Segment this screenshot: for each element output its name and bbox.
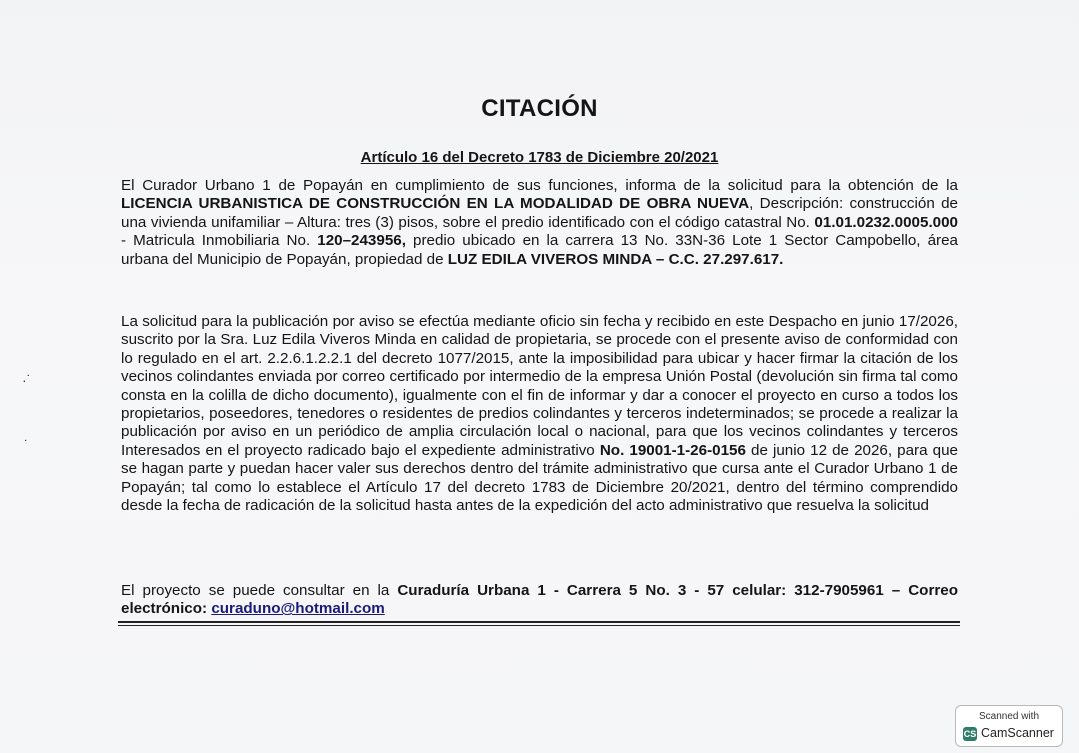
p1-license-type: LICENCIA URBANISTICA DE CONSTRUCCIÓN EN LA MODALIDAD DE OBRA NUEVA bbox=[121, 195, 750, 213]
p2-text-2: de junio 12 de 2026, para que se hagan parte y puedan hacer valer sus derechos dentro del trámite administrativo que cursa ante el Curador Urbano 1 de Popayán; tal como lo establece el Artículo 17 del decreto 1783 de Diciembre 20/2021, dentro del término comprendido desde la fecha de radicación de la solicitud hasta antes de la expedición del acto administrativo que resuelva la solicitud bbox=[121, 441, 958, 515]
p1-text-2: , Descripción: construcción de una vivienda unifamiliar – Altura: tres (3) pisos, sobre el predio identificado con el código catastral No. bbox=[121, 195, 959, 231]
document-title: CITACIÓN bbox=[481, 95, 598, 122]
paragraph-2 bbox=[121, 313, 958, 515]
camscanner-badge bbox=[955, 705, 1063, 747]
p1-cadastral-code: 01.01.0232.0005.000 bbox=[814, 213, 958, 231]
p1-text-4: predio ubicado en la carrera 13 No. 33N-36 Lote 1 Sector Campobello, área urbana del Municipio de Popayán, propiedad de bbox=[121, 232, 958, 268]
p1-text-3: - Matricula Inmobiliaria No. bbox=[121, 232, 318, 250]
p3-office-contact: Curaduría Urbana 1 - Carrera 5 No. 3 - 57 celular: 312-7905961 – Correo electrónico: bbox=[121, 582, 958, 618]
p1-registry-number: 120–243956, bbox=[317, 232, 406, 250]
email-link[interactable]: curaduno@hotmail.com bbox=[211, 600, 385, 618]
scan-speck: ˙ bbox=[24, 437, 29, 453]
document-subtitle: Artículo 16 del Decreto 1783 de Diciembre 20/2021 bbox=[360, 149, 719, 166]
p3-text-1: El proyecto se puede consultar en la bbox=[121, 582, 398, 599]
bottom-rule bbox=[118, 621, 960, 623]
p1-text-1: El Curador Urbano 1 de Popayán en cumplimiento de sus funciones, informa de la solicitud para la obtención de la bbox=[121, 177, 958, 194]
camscanner-logo-icon: CS bbox=[963, 729, 977, 739]
scan-speck: ·˙ bbox=[22, 372, 32, 388]
badge-caption: Scanned with bbox=[978, 711, 1040, 722]
p2-text-1: La solicitud para la publicación por aviso se efectúa mediante oficio sin fecha y recibido en este Despacho en junio 17/2026, suscrito por la Sra. Luz Edila Viveros Minda en calidad de propietaria, se procede con el presente aviso de conformidad con lo regulado en el art. 2.2.6.1.2.2.1 del decreto 1077/2015, ante la imposibilidad para ubicar y hacer firmar la citación de los vecinos colindantes enviada por correo certificado por intermedio de la empresa Unión Postal (devolución sin firma tal como consta en la colilla de dicho documento), igualmente con el fin de informar y dar a conocer el proyecto en curso a todos los propietarios, poseedores, tenedores o residentes de predios colindantes y terceros indeterminados; se procede a realizar la publicación por aviso en un periódico de amplia circulación local o nacional, para que los vecinos colindantes y terceros Interesados en el proyecto radicado bajo el expediente administrativo bbox=[121, 313, 958, 459]
bottom-rule-thin bbox=[118, 625, 960, 626]
p2-file-number: No. 19001-1-26-0156 bbox=[599, 441, 746, 459]
paragraph-3 bbox=[121, 582, 958, 619]
badge-brand: CamScanner bbox=[981, 726, 1054, 740]
paragraph-1 bbox=[121, 177, 958, 269]
p1-owner: LUZ EDILA VIVEROS MINDA – C.C. 27.297.617. bbox=[447, 250, 784, 268]
